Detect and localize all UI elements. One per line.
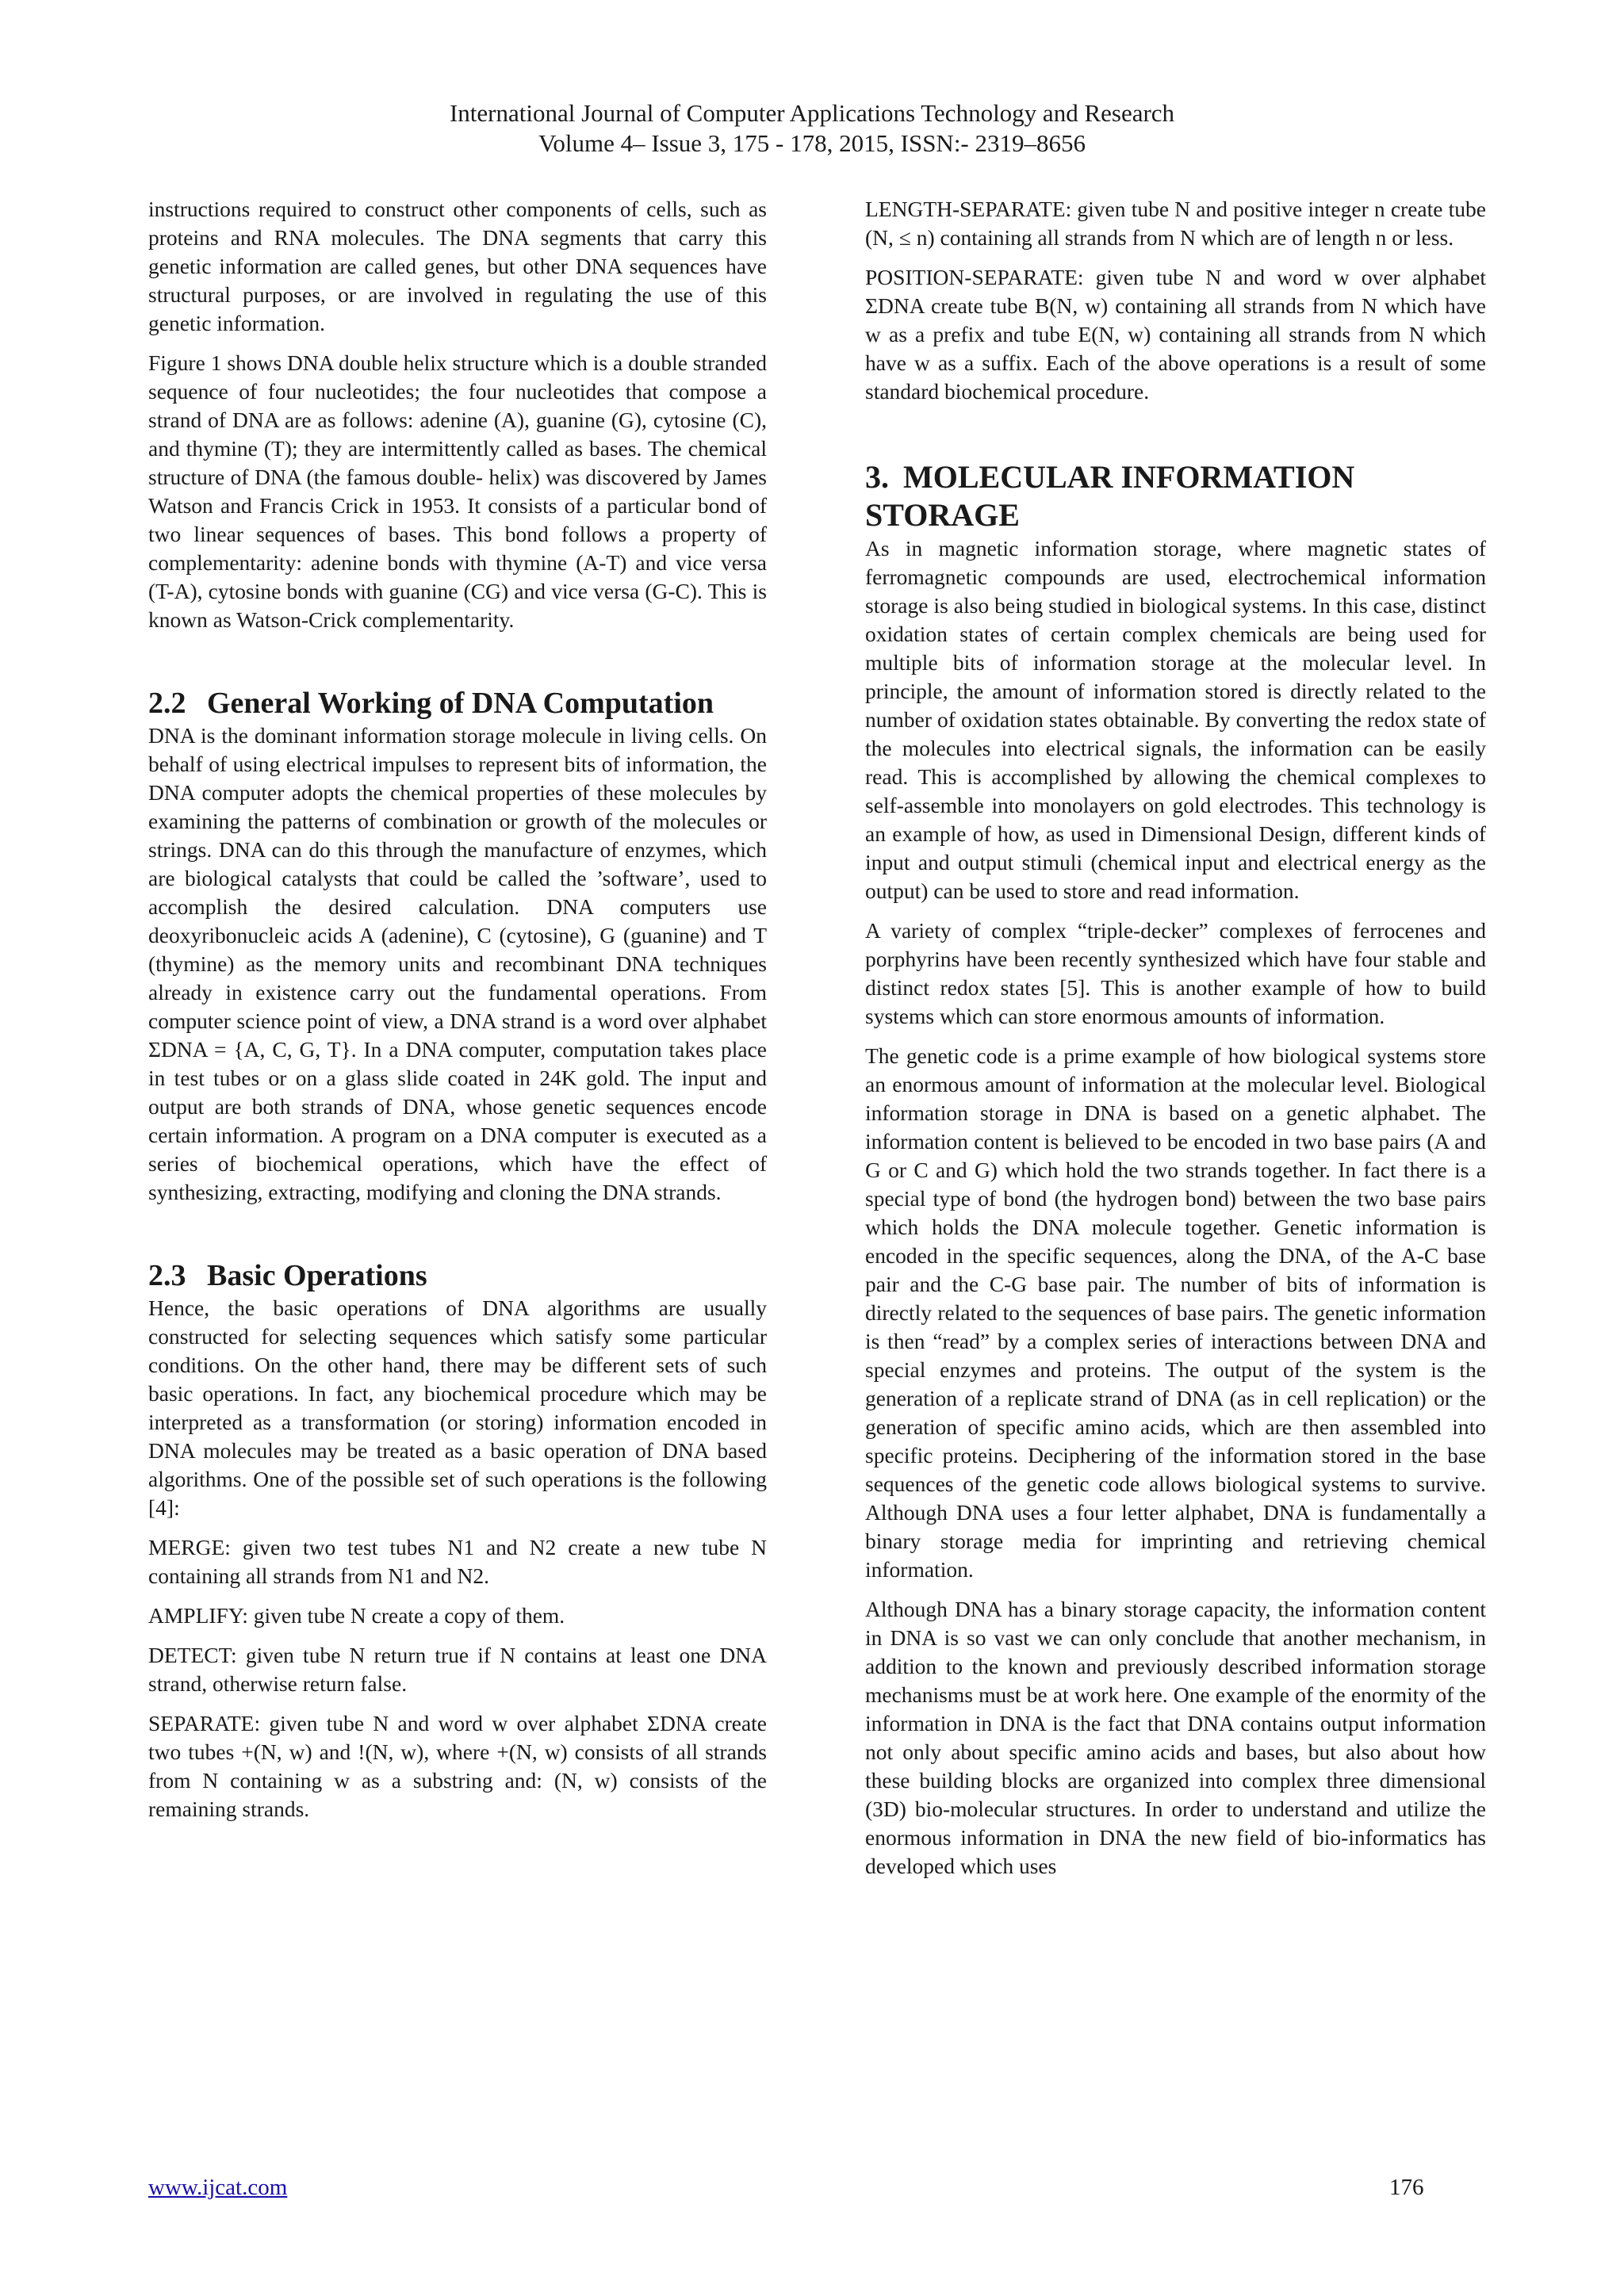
section-3-heading xyxy=(865,458,1486,534)
section-3-title-line-1: MOLECULAR INFORMATION xyxy=(903,459,1355,495)
section-2-3-heading xyxy=(148,1257,767,1294)
section-3-paragraph-3: The genetic code is a prime example of how biological systems store an enormous amount of information at the molecular level. Biological information storage in DNA is based on a genetic alphabet. The information content is believed to be encoded in two base pairs (A and G or C and G) which hold the two strands together. In fact there is a special type of bond (the hydrogen bond) between the two base pairs which holds the DNA molecule together. Genetic information is encoded in the specific sequences, along the DNA, of the A-C base pair and the C-G base pair. The number of bits of information is directly related to the sequences of base pairs. The genetic information is then “read” by a complex series of interactions between DNA and special enzymes and proteins. The output of the system is the generation of a replicate strand of DNA (as in cell replication) or the generation of specific amino acids, which are then assembled into specific proteins. Deciphering of the information stored in the base sequences of the genetic code allows biological systems to survive. Although DNA uses a four letter alphabet, DNA is fundamentally a binary storage media for imprinting and retrieving chemical information. xyxy=(865,1043,1486,1582)
section-3-number: 3. xyxy=(865,459,889,495)
operation-amplify: AMPLIFY: given tube N create a copy of them. xyxy=(148,1603,565,1628)
operation-detect: DETECT: given tube N return true if N contains at least one DNA strand, otherwise return false. xyxy=(148,1643,767,1696)
left-column xyxy=(148,195,767,1835)
section-2-3-title: Basic Operations xyxy=(207,1259,427,1292)
section-2-3-number: 2.3 xyxy=(148,1259,186,1292)
section-2-2-heading xyxy=(148,685,767,721)
paragraph-figure-1: Figure 1 shows DNA double helix structure which is a double stranded sequence of four nucleotides; the four nucleotides that compose a strand of DNA are as follows: adenine (A), guanine (G), cytosine (C), and thymine (T); they are intermittently called as bases. The chemical structure of DNA (the famous double- helix) was discovered by James Watson and Francis Crick in 1953. It consists of a particular bond of two linear sequences of bases. This bond follows a property of complementarity: adenine bonds with thymine (A-T) and vice versa (T-A), cytosine bonds with guanine (CG) and vice versa (G-C). This is known as Watson-Crick complementarity. xyxy=(148,350,767,632)
page-number: 176 xyxy=(1389,2175,1424,2200)
section-2-2-title: General Working of DNA Computation xyxy=(207,687,714,720)
section-2-2-number: 2.2 xyxy=(148,687,186,720)
section-3-paragraph-2: A variety of complex “triple-decker” complexes of ferrocenes and porphyrins have been recently synthesized which have four stable and distinct redox states [5]. This is another example of how to build systems which can store enormous amounts of information. xyxy=(865,918,1486,1028)
journal-title: International Journal of Computer Applications Technology and Research xyxy=(449,99,1175,127)
section-2-2-body: DNA is the dominant information storage molecule in living cells. On behalf of using electrical impulses to represent bits of information, the DNA computer adopts the chemical properties of these molecules by examining the patterns of combination or growth of the molecules or strings. DNA can do this through the manufacture of enzymes, which are biological catalysts that could be called the ’software’, used to accomplish the desired calculation. DNA computers use deoxyribonucleic acids A (adenine), C (cytosine), G (guanine) and T (thymine) as the memory units and recombinant DNA techniques already in existence carry out the fundamental operations. From computer science point of view, a DNA strand is a word over alphabet ΣDNA = {A, C, G, T}. In a DNA computer, computation takes place in test tubes or on a glass slide coated in 24K gold. The input and output are both strands of DNA, whose genetic sequences encode certain information. A program on a DNA computer is executed as a series of biochemical operations, which have the effect of synthesizing, extracting, modifying and cloning the DNA strands. xyxy=(148,723,767,1204)
section-3-paragraph-1: As in magnetic information storage, where magnetic states of ferromagnetic compounds are used, electrochemical information storage is also being studied in biological systems. In this case, distinct oxidation states of certain complex chemicals are being used for multiple bits of information storage at the molecular level. In principle, the amount of information stored is directly related to the number of oxidation states obtainable. By converting the redox state of the molecules into electrical signals, the information can be easily read. This is accomplished by allowing the chemical complexes to self-assemble into monolayers on gold electrodes. This technology is an example of how, as used in Dimensional Design, different kinds of input and output stimuli (chemical input and electrical energy as the output) can be used to store and read information. xyxy=(865,536,1486,903)
paragraph-intro: instructions required to construct other components of cells, such as proteins and RNA molecules. The DNA segments that carry this genetic information are called genes, but other DNA sequences have structural purposes, or are involved in regulating the use of this genetic information. xyxy=(148,197,767,335)
operation-position-separate: POSITION-SEPARATE: given tube N and word w over alphabet ΣDNA create tube B(N, w) containing all strands from N which have w as a prefix and tube E(N, w) containing all strands from N which have w as a suffix. Each of the above operations is a result of some standard biochemical procedure. xyxy=(865,265,1486,404)
operation-separate: SEPARATE: given tube N and word w over alphabet ΣDNA create two tubes +(N, w) and !(N, w), where +(N, w) consists of all strands from N containing w as a substring and: (N, w) consists of the remaining strands. xyxy=(148,1711,767,1821)
section-3-title-line-2: STORAGE xyxy=(865,497,1020,533)
section-3-paragraph-4: Although DNA has a binary storage capacity, the information content in DNA is so vast we can only conclude that another mechanism, in addition to the known and previously described information storage mechanisms must be at work here. One example of the enormity of the information in DNA is the fact that DNA contains output information not only about specific amino acids and bases, but also about how these building blocks are organized into complex three dimensional (3D) bio-molecular structures. In order to understand and utilize the enormous information in DNA the new field of bio-informatics has developed which uses xyxy=(865,1597,1486,1878)
journal-header xyxy=(0,98,1624,159)
section-2-3-body: Hence, the basic operations of DNA algorithms are usually constructed for selecting sequences which satisfy some particular conditions. On the other hand, there may be different sets of such basic operations. In fact, any biochemical procedure which may be interpreted as a transformation (or storing) information encoded in DNA molecules may be treated as a basic operation of DNA based algorithms. One of the possible set of such operations is the following [4]: xyxy=(148,1295,767,1520)
operation-length-separate: LENGTH-SEPARATE: given tube N and positive integer n create tube (N, ≤ n) containing all strands from N which are of length n or less. xyxy=(865,197,1486,250)
right-column xyxy=(865,195,1486,1892)
journal-volume: Volume 4– Issue 3, 175 - 178, 2015, ISSN:- 2319–8656 xyxy=(538,129,1086,157)
operation-merge: MERGE: given two test tubes N1 and N2 create a new tube N containing all strands from N1 and N2. xyxy=(148,1535,767,1588)
footer-website-link[interactable]: www.ijcat.com xyxy=(148,2175,288,2200)
